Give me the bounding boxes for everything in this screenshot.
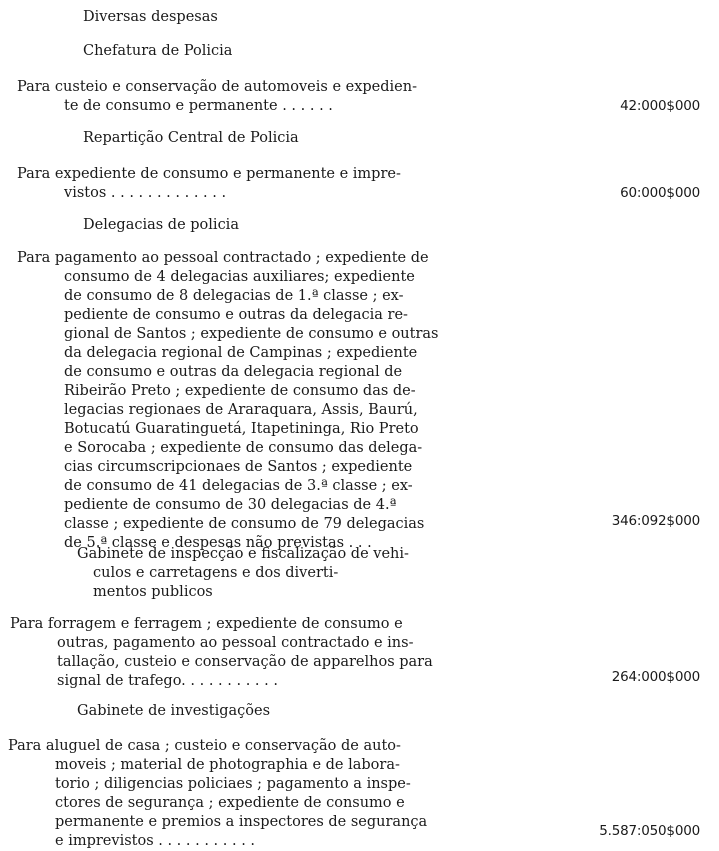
heading-line: mentos publicos [93,584,213,600]
entry-line: classe ; expediente de consumo de 79 delegacias [64,516,425,532]
entry-line: de consumo e outras da delegacia regional de [64,364,403,380]
amount-chefatura: 42:000$000 [620,98,700,114]
entry-line: cias circumscripcionaes de Santos ; expediente [64,459,413,475]
entry-line: Para custeio e conservação de automoveis e expedien- [17,79,417,95]
entry-line: consumo de 4 delegacias auxiliares; expediente [64,269,415,285]
entry-line: legacias regionaes de Araraquara, Assis, Baurú, [64,402,418,418]
entry-line: e imprevistos . . . . . . . . . . . [55,833,256,849]
entry-line: de consumo de 41 delegacias de 3.ª classe ; ex- [64,478,413,494]
entry-line: te de consumo e permanente . . . . . . [64,98,333,114]
entry-line: Ribeirão Preto ; expediente de consumo das de- [64,383,416,399]
heading-line: Gabinete de inspecção e fiscalização de vehi- [77,546,409,562]
section-heading-reparticao: Repartição Central de Policia [83,130,299,146]
entry-line: pediente de consumo de 30 delegacias de 4.ª [64,497,397,513]
section-heading-delegacias: Delegacias de policia [83,217,239,233]
entry-reparticao [17,165,430,203]
amount-delegacias: 346:092$000 [611,513,700,529]
entry-line: gional de Santos ; expediente de consumo e outras [64,326,439,342]
section-heading-gabinete-inspeccao [77,545,409,602]
entry-chefatura [17,78,430,116]
amount-gabinete-inspeccao: 264:000$000 [611,669,700,685]
entry-line: da delegacia regional de Campinas ; expediente [64,345,418,361]
entry-line: Para aluguel de casa ; custeio e conservação de auto- [8,738,401,754]
section-heading-gabinete-investigacoes: Gabinete de investigações [77,703,271,719]
section-heading-chefatura: Chefatura de Policia [83,43,233,59]
entry-line: vistos . . . . . . . . . . . . . [64,185,227,201]
entry-line: signal de trafego. . . . . . . . . . . [57,673,278,689]
entry-gabinete-investigacoes [8,737,428,851]
entry-line: Para expediente de consumo e permanente e impre- [17,166,401,182]
entry-line: permanente e premios a inspectores de segurança [55,814,428,830]
entry-delegacias [17,249,439,553]
entry-line: Para pagamento ao pessoal contractado ; expediente de [17,250,429,266]
entry-line: outras, pagamento ao pessoal contractado e ins- [57,635,414,651]
entry-line: e Sorocaba ; expediente de consumo das delega- [64,440,423,456]
entry-line: torio ; diligencias policiaes ; pagamento a inspe- [55,776,411,792]
entry-line: de consumo de 8 delegacias de 1.ª classe ; ex- [64,288,404,304]
entry-line: tallação, custeio e conservação de apparelhos para [57,654,433,670]
entry-gabinete-inspeccao [10,615,433,691]
entry-line: pediente de consumo e outras da delegacia re- [64,307,408,323]
amount-gabinete-investigacoes: 5.587:050$000 [599,823,700,839]
entry-line: Para forragem e ferragem ; expediente de consumo e [10,616,403,632]
entry-line: ctores de segurança ; expediente de consumo e [55,795,405,811]
heading-line: culos e carretagens e dos diverti- [93,565,339,581]
entry-line: de 5.ª classe e despesas não previstas . . . [64,535,372,551]
main-heading: Diversas despesas [83,9,218,25]
amount-reparticao: 60:000$000 [620,185,700,201]
entry-line: Botucatú Guaratinguetá, Itapetininga, Rio Preto [64,421,419,437]
entry-line: moveis ; material de photographia e de labora- [55,757,400,773]
